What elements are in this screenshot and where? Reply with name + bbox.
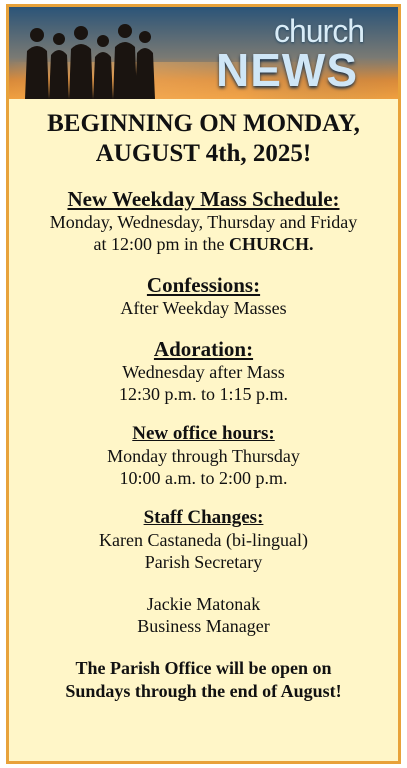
banner-news-word: NEWS <box>216 44 358 96</box>
headline-line-2: AUGUST 4th, 2025! <box>95 140 312 167</box>
church-news-banner <box>9 7 398 99</box>
staff-person-2-name: Jackie Matonak <box>146 594 261 614</box>
mass-time-location <box>15 233 392 255</box>
flyer-content <box>9 109 398 703</box>
mass-schedule-section <box>15 187 392 255</box>
church-news-flyer <box>6 4 401 764</box>
adoration-section <box>15 337 392 405</box>
office-sunday-note <box>15 657 392 703</box>
banner-church-word: church <box>273 13 364 49</box>
office-hours-section <box>15 423 392 489</box>
confessions-time: After Weekday Masses <box>120 298 287 318</box>
confessions-section <box>15 273 392 319</box>
mass-location: CHURCH. <box>228 234 314 254</box>
headline-line-1: BEGINNING ON MONDAY, <box>47 110 360 137</box>
office-days: Monday through Thursday <box>107 446 300 466</box>
staff-spacer <box>15 573 392 593</box>
adoration-title: Adoration: <box>153 337 254 361</box>
office-sunday-note-line-1: The Parish Office will be open on <box>75 658 332 678</box>
mass-schedule-title: New Weekday Mass Schedule: <box>67 187 340 211</box>
mass-days: Monday, Wednesday, Thursday and Friday <box>49 212 358 232</box>
staff-person-1-role: Parish Secretary <box>144 552 263 572</box>
staff-person-1-name: Karen Castaneda (bi-lingual) <box>99 530 308 550</box>
office-time: 10:00 a.m. to 2:00 p.m. <box>119 468 288 488</box>
office-sunday-note-line-2: Sundays through the end of August! <box>65 681 342 701</box>
staff-changes-title: Staff Changes: <box>143 507 264 528</box>
adoration-day: Wednesday after Mass <box>122 362 285 382</box>
staff-person-2-role: Business Manager <box>137 616 270 636</box>
confessions-title: Confessions: <box>146 273 261 297</box>
staff-changes-section <box>15 507 392 637</box>
headline <box>15 109 392 169</box>
adoration-time: 12:30 p.m. to 1:15 p.m. <box>118 384 288 404</box>
mass-time: at 12:00 pm in the <box>93 234 229 254</box>
office-hours-title: New office hours: <box>132 423 275 444</box>
